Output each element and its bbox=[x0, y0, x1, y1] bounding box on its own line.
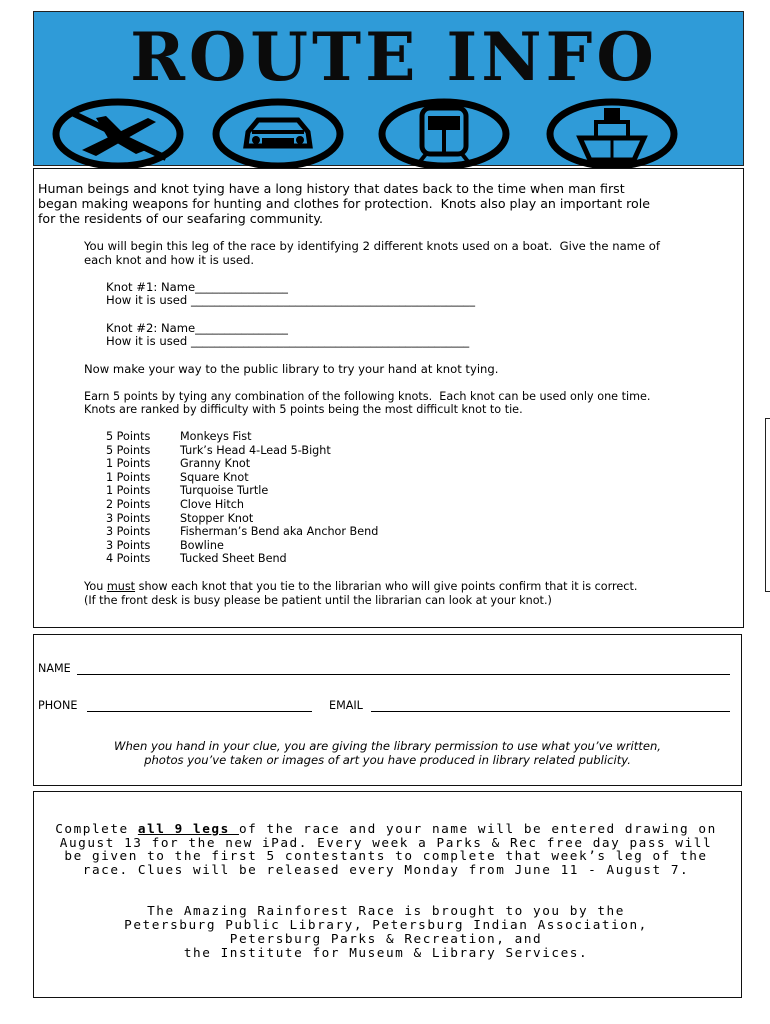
knot-points: 2 Points bbox=[106, 498, 151, 511]
name-input-line[interactable] bbox=[77, 674, 730, 675]
knot-points: 5 Points bbox=[106, 430, 151, 443]
intro-line-3: for the residents of our seafaring community. bbox=[38, 211, 323, 226]
sponsor-line-4: the Institute for Museum & Library Services. bbox=[183, 945, 589, 960]
sponsor-line-1: The Amazing Rainforest Race is brought to you by the bbox=[147, 903, 625, 918]
knot-list-row bbox=[106, 552, 287, 566]
route-info-banner bbox=[33, 11, 744, 166]
knot-name: Square Knot bbox=[180, 471, 249, 484]
task1-line-1: You will begin this leg of the race by identifying 2 different knots used on a boat. Give the name of bbox=[84, 239, 660, 253]
knot-name: Stopper Knot bbox=[180, 512, 254, 525]
banner-title: ROUTE INFO bbox=[130, 18, 658, 96]
ship-icon bbox=[546, 98, 678, 170]
knot-list-row bbox=[106, 512, 253, 526]
train-icon bbox=[378, 98, 510, 170]
knot-name: Turquoise Turtle bbox=[180, 484, 269, 497]
knot1-usage-field[interactable]: How it is used _________________________________________________ bbox=[106, 293, 475, 307]
must-post: show each knot that you tie to the librarian who will give points confirm that it is correct. bbox=[135, 580, 638, 593]
knot-points: 1 Points bbox=[106, 471, 151, 484]
earn-line-1: Earn 5 points by tying any combination of the following knots. Each knot can be used only one time. bbox=[84, 390, 651, 403]
knot2-name-field[interactable]: Knot #2: Name________________ bbox=[106, 321, 288, 335]
name-label: NAME bbox=[38, 662, 71, 675]
knot-list-row bbox=[106, 539, 224, 553]
task1-line-2: each knot and how it is used. bbox=[84, 253, 255, 267]
earn-line-2: Knots are ranked by difficulty with 5 points being the most difficult knot to tie. bbox=[84, 403, 523, 416]
email-input-line[interactable] bbox=[371, 711, 730, 712]
knot-name: Turk’s Head 4-Lead 5-Bight bbox=[180, 444, 331, 457]
sponsor-line-3: Petersburg Parks & Recreation, and bbox=[229, 931, 543, 946]
permission-note-line-1: When you hand in your clue, you are giving the library permission to use what you’ve written, bbox=[114, 739, 661, 753]
knot-points: 3 Points bbox=[106, 539, 151, 552]
must-show-line bbox=[84, 580, 637, 594]
email-label: EMAIL bbox=[329, 699, 363, 712]
knot-points: 4 Points bbox=[106, 552, 151, 565]
front-desk-line: (If the front desk is busy please be patient until the librarian can look at your knot.) bbox=[84, 594, 552, 607]
must-pre: You bbox=[84, 580, 107, 593]
knot-list-row bbox=[106, 471, 249, 485]
knot-list-row bbox=[106, 430, 252, 444]
phone-label: PHONE bbox=[38, 699, 78, 712]
knot-name: Clove Hitch bbox=[180, 498, 244, 511]
knot-points: 5 Points bbox=[106, 444, 151, 457]
intro-line-1: Human beings and knot tying have a long history that dates back to the time when man first bbox=[38, 181, 625, 196]
task2-text: Now make your way to the public library to try your hand at knot tying. bbox=[84, 362, 499, 376]
prize-post: of the race and your name will be entered drawing on August 13 for the new iPad. Every week a Parks & Rec free day pass will be given to the first 5 contestants to complete that week’s leg of the race. Clues will be released every Monday from June 11 - August 7. bbox=[59, 821, 717, 878]
knot-name: Granny Knot bbox=[180, 457, 251, 470]
knot-points: 1 Points bbox=[106, 484, 151, 497]
knot-points: 3 Points bbox=[106, 512, 151, 525]
permission-note-line-2: photos you’ve taken or images of art you have produced in library related publicity. bbox=[144, 753, 631, 767]
prize-underlined: all 9 legs bbox=[137, 821, 239, 836]
knot-points: 1 Points bbox=[106, 457, 151, 470]
knot-list-row bbox=[106, 525, 378, 539]
knot-list-row bbox=[106, 457, 250, 471]
knot-list-row bbox=[106, 484, 268, 498]
must-underlined: must bbox=[106, 580, 136, 593]
airplane-icon bbox=[52, 98, 184, 170]
knot-list-row bbox=[106, 498, 244, 512]
prize-pre: Complete bbox=[55, 821, 138, 836]
phone-input-line[interactable] bbox=[87, 711, 312, 712]
grand-prize-paragraph bbox=[52, 822, 720, 877]
knot1-name-field[interactable]: Knot #1: Name________________ bbox=[106, 280, 288, 294]
knot-points: 3 Points bbox=[106, 525, 151, 538]
intro-line-2: began making weapons for hunting and clothes for protection. Knots also play an important role bbox=[38, 196, 650, 211]
knot-list-row bbox=[106, 444, 331, 458]
knot2-usage-field[interactable]: How it is used ________________________________________________ bbox=[106, 334, 470, 348]
knot-name: Bowline bbox=[180, 539, 224, 552]
sponsor-line-2: Petersburg Public Library, Petersburg Indian Association, bbox=[124, 917, 648, 932]
knot-name: Monkeys Fist bbox=[180, 430, 252, 443]
knot-name: Fisherman’s Bend aka Anchor Bend bbox=[180, 525, 379, 538]
car-icon bbox=[212, 98, 344, 170]
knot-name: Tucked Sheet Bend bbox=[180, 552, 287, 565]
page-edge-bracket bbox=[765, 418, 770, 592]
